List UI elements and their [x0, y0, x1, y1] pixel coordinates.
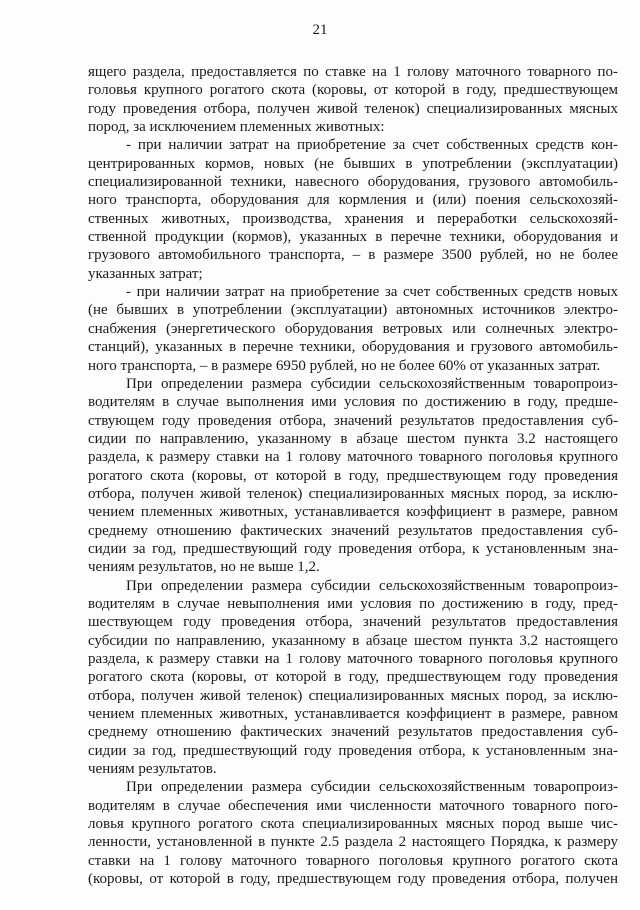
paragraph-first-line: При определении размера субсидии сельскохозяйственным товаропроиз- — [126, 375, 618, 392]
text-line: чениям результатов. — [88, 761, 217, 778]
text-line: пород, за исключением племенных животных: — [88, 119, 385, 136]
text-line: центрированных кормов, новых (не бывших в употреблении (эксплуатации) — [88, 155, 618, 172]
text-line: сидии за год, предшествующий году проведения отбора, к установленным зна- — [88, 540, 618, 557]
paragraph-first-line: При определении размера субсидии сельскохозяйственным товаропроиз- — [126, 577, 618, 594]
text-line: станций), указанных в перечне техники, оборудования и грузового автомобиль- — [88, 339, 618, 356]
text-line: водителям в случае обеспечения ими численности маточного товарного пого- — [88, 797, 618, 814]
text-line: ственной продукции (кормов), указанных в перечне техники, оборудования и — [88, 229, 618, 246]
text-line: раздела, к размеру ставки на 1 голову маточного товарного поголовья крупного — [88, 651, 618, 667]
body-text — [88, 63, 618, 888]
text-line: ловья крупного рогатого скота специализированных мясных пород выше чис- — [88, 816, 618, 833]
text-line: снабжения (энергетического оборудования ветровых или солнечных электро- — [88, 320, 618, 337]
text-line: сидии за год, предшествующий году проведения отбора, к установленным зна- — [88, 742, 618, 759]
page-number: 21 — [312, 22, 328, 38]
paragraph-first-line: - при наличии затрат на приобретение за счет собственных средств кон- — [126, 137, 618, 154]
text-line: году проведения отбора, получен живой теленок) специализированных мясных — [88, 100, 618, 117]
text-line: ящего раздела, предоставляется по ставке на 1 голову маточного товарного по- — [88, 64, 618, 80]
text-line: ствующем году проведения отбора, значений результатов предоставления суб- — [88, 412, 618, 429]
text-line: чением племенных животных, устанавливается коэффициент в размере, равном — [88, 706, 618, 723]
text-line: сидии по направлению, указанному в абзаце шестом пункта 3.2 настоящего — [88, 430, 618, 447]
text-line: водителям в случае выполнения ими условия по достижению в году, предше- — [88, 394, 618, 411]
text-line: среднему отношению фактических значений результатов предоставления суб- — [88, 724, 618, 741]
text-line: головья крупного рогатого скота (коровы, от которой в году, предшествующем — [88, 82, 618, 99]
text-line: субсидии по направлению, указанному в абзаце шестом пункта 3.2 настоящего — [88, 632, 618, 649]
text-line: среднему отношению фактических значений результатов предоставления суб- — [88, 522, 618, 539]
paragraph-first-line: При определении размера субсидии сельскохозяйственным товаропроиз- — [126, 779, 618, 796]
text-line: водителям в случае невыполнения ими условия по достижению в году, пред- — [88, 595, 618, 612]
text-line: чением племенных животных, устанавливается коэффициент в размере, равном — [88, 504, 618, 521]
text-line: указанных затрат; — [88, 265, 203, 282]
text-line: отбора, получен живой теленок) специализированных мясных пород, за исклю- — [88, 485, 618, 502]
text-line: ственных животных, производства, хранения и переработки сельскохозяй- — [88, 210, 618, 227]
paragraph-first-line: - при наличии затрат на приобретение за счет собственных средств новых — [126, 284, 618, 301]
text-line: (коровы, от которой в году, предшествующем году проведения отбора, получен — [88, 871, 618, 888]
text-line: ного транспорта, оборудования для кормления и (или) поения сельскохозяй- — [88, 192, 618, 209]
text-line: шествующем году проведения отбора, значений результатов предоставления — [88, 614, 618, 631]
text-line: ного транспорта, – в размере 6950 рублей, но не более 60% от указанных затрат. — [88, 357, 601, 374]
text-line: ставки на 1 голову маточного товарного поголовья крупного рогатого скота — [88, 852, 618, 869]
text-line: специализированной техники, навесного оборудования, грузового автомобиль- — [88, 174, 618, 191]
text-line: грузового автомобильного транспорта, – в размере 3500 рублей, но не более — [88, 247, 618, 264]
text-line: отбора, получен живой теленок) специализированных мясных пород, за исклю- — [88, 687, 618, 704]
text-line: (не бывших в употреблении (эксплуатации) автономных источников электро- — [88, 302, 618, 319]
text-line: рогатого скота (коровы, от которой в году, предшествующем году проведения — [88, 669, 618, 686]
text-line: чениям результатов, но не выше 1,2. — [88, 559, 320, 576]
text-line: раздела, к размеру ставки на 1 голову маточного товарного поголовья крупного — [88, 449, 618, 466]
text-line: рогатого скота (коровы, от которой в году, предшествующем году проведения — [88, 467, 618, 484]
text-line: ленности, установленной в пункте 2.5 раздела 2 настоящего Порядка, к размеру — [88, 834, 618, 851]
